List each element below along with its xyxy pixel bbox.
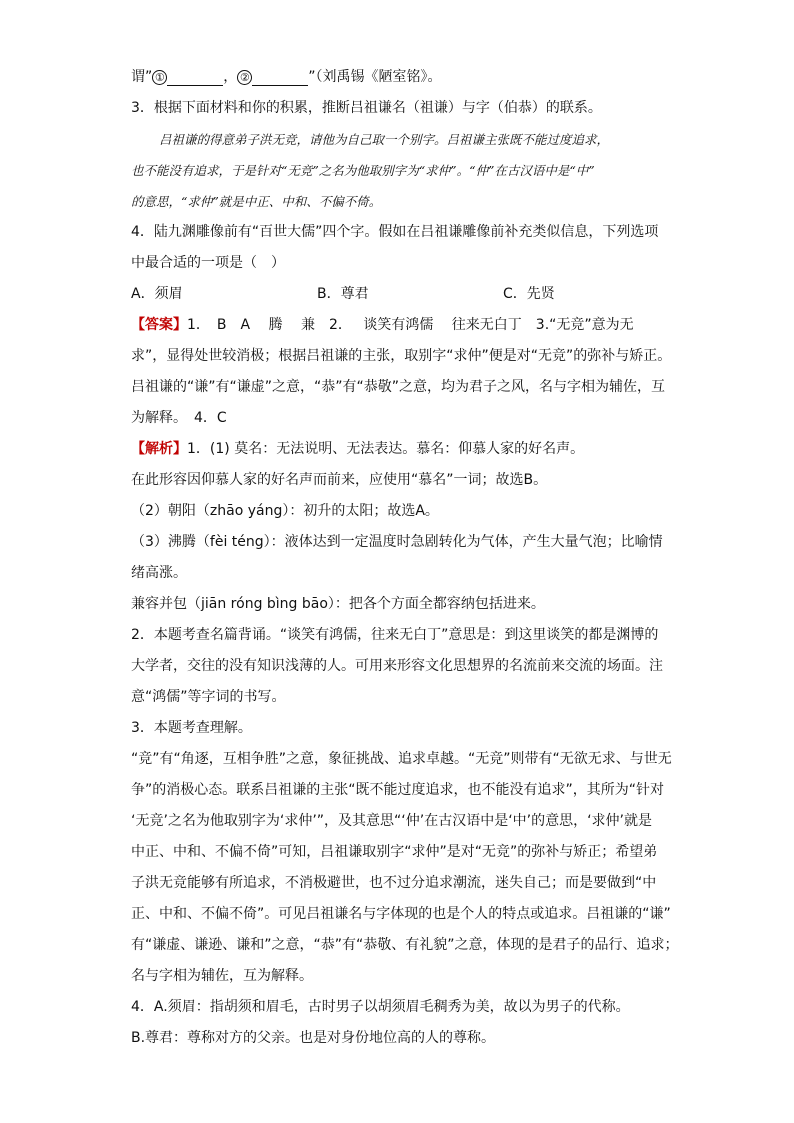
q2-prefix: 谓” (131, 69, 153, 85)
analysis-tag: 【解析】 (131, 441, 187, 457)
option-b[interactable]: B．尊君 (317, 286, 369, 302)
analysis-line: 在此形容因仰慕人家的好名声而前来，应使用“慕名”一词；故选B。 (131, 472, 548, 488)
analysis-line: 意“鸿儒”等字词的书写。 (131, 689, 286, 705)
analysis-line: 绪高涨。 (131, 565, 187, 581)
question-4-stem: 4．陆九渊雕像前有“百世大儒”四个字。假如在吕祖谦雕像前补充类似信息，下列选项 (131, 224, 659, 240)
answer-line: 求”，显得处世较消极；根据吕祖谦的主张，取别字“求仲”便是对“无竞”的弥补与矫正。 (131, 348, 672, 364)
analysis-line: 4．A.须眉：指胡须和眉毛，古时男子以胡须眉毛稠秀为美，故以为男子的代称。 (131, 999, 630, 1015)
blank-mark-1: ① (152, 70, 167, 85)
question-4-options (131, 279, 664, 310)
material-line: 吕祖谦的得意弟子洪无竞，请他为自己取一个别字。吕祖谦主张既不能过度追求， (159, 132, 610, 147)
answer-text: 1． B A 腾 兼 2． 谈笑有鸿儒 往来无白丁 3.“无竞”意为无 (187, 317, 634, 333)
answer-line: 为解释。 4．C (131, 410, 227, 426)
answer-tag: 【答案】 (131, 317, 187, 333)
q2-comma: ， (223, 69, 238, 85)
material-line: 也不能没有追求，于是针对“无竞”之名为他取别字为“求仲”。“仲”在古汉语中是“中” (131, 163, 595, 178)
question-4-stem: 中最合适的一项是（ ） (131, 255, 285, 271)
analysis-line: B.尊君：尊称对方的父亲。也是对身份地位高的人的尊称。 (131, 1030, 496, 1046)
analysis-line: 中正、中和、不偏不倚”可知，吕祖谦取别字“求仲”是对“无竞”的弥补与矫正；希望弟 (131, 844, 658, 860)
question-3-stem: 3．根据下面材料和你的积累，推断吕祖谦名（祖谦）与字（伯恭）的联系。 (131, 100, 602, 116)
answer-line: 吕祖谦的“谦”有“谦虚”之意，“恭”有“恭敬”之意，均为君子之风，名与字相为辅佐，互 (131, 379, 666, 395)
analysis-line: ‘无竞’之名为他取别字为‘求仲’”，及其意思“‘仲’在古汉语中是‘中’的意思，‘求仲’就是 (131, 813, 653, 829)
analysis-line (131, 434, 664, 465)
analysis-line: 有“谦虚、谦逊、谦和”之意，“恭”有“恭敬、有礼貌”之意，体现的是君子的品行、追求； (131, 937, 679, 953)
option-c[interactable]: C．先贤 (503, 286, 555, 302)
question-2-tail (131, 62, 664, 93)
answer-blank-1[interactable] (167, 69, 223, 86)
blank-mark-2: ② (237, 70, 252, 85)
analysis-line: 争”的消极心态。联系吕祖谦的主张“既不能过度追求，也不能没有追求”，其所为“针对 (131, 782, 665, 798)
analysis-line: （3）沸腾（fèi téng）：液体达到一定温度时急剧转化为气体，产生大量气泡；比喻情 (131, 534, 663, 550)
material-line: 的意思，“求仲”就是中正、中和、不偏不倚。 (131, 194, 382, 209)
analysis-line: 正、中和、不偏不倚”。可见吕祖谦名与字体现的也是个人的特点或追求。吕祖谦的“谦” (131, 906, 671, 922)
q2-suffix: ”（刘禹锡《陋室铭》。 (308, 69, 442, 85)
analysis-line: 大学者，交往的没有知识浅薄的人。可用来形容文化思想界的名流前来交流的场面。注 (131, 658, 663, 674)
analysis-line: （2）朝阳（zhāo yáng）：初升的太阳；故选A。 (131, 503, 439, 519)
analysis-line: 2．本题考查名篇背诵。“谈笑有鸿儒，往来无白丁”意思是：到这里谈笑的都是渊博的 (131, 627, 659, 643)
answer-line (131, 310, 664, 341)
analysis-line: 兼容并包（jiān róng bìng bāo）：把各个方面全都容纳包括进来。 (131, 596, 545, 612)
analysis-text: 1．(1) 莫名：无法说明、无法表达。慕名：仰慕人家的好名声。 (187, 441, 585, 457)
analysis-line: “竞”有“角逐，互相争胜”之意，象征挑战、追求卓越。“无竞”则带有“无欲无求、与世无 (131, 751, 672, 767)
analysis-line: 子洪无竞能够有所追求，不消极避世，也不过分追求潮流，迷失自己；而是要做到“中 (131, 875, 657, 891)
option-a[interactable]: A．须眉 (131, 286, 183, 302)
analysis-line: 名与字相为辅佐，互为解释。 (131, 968, 313, 984)
answer-blank-2[interactable] (252, 69, 308, 86)
analysis-line: 3．本题考查理解。 (131, 720, 252, 736)
